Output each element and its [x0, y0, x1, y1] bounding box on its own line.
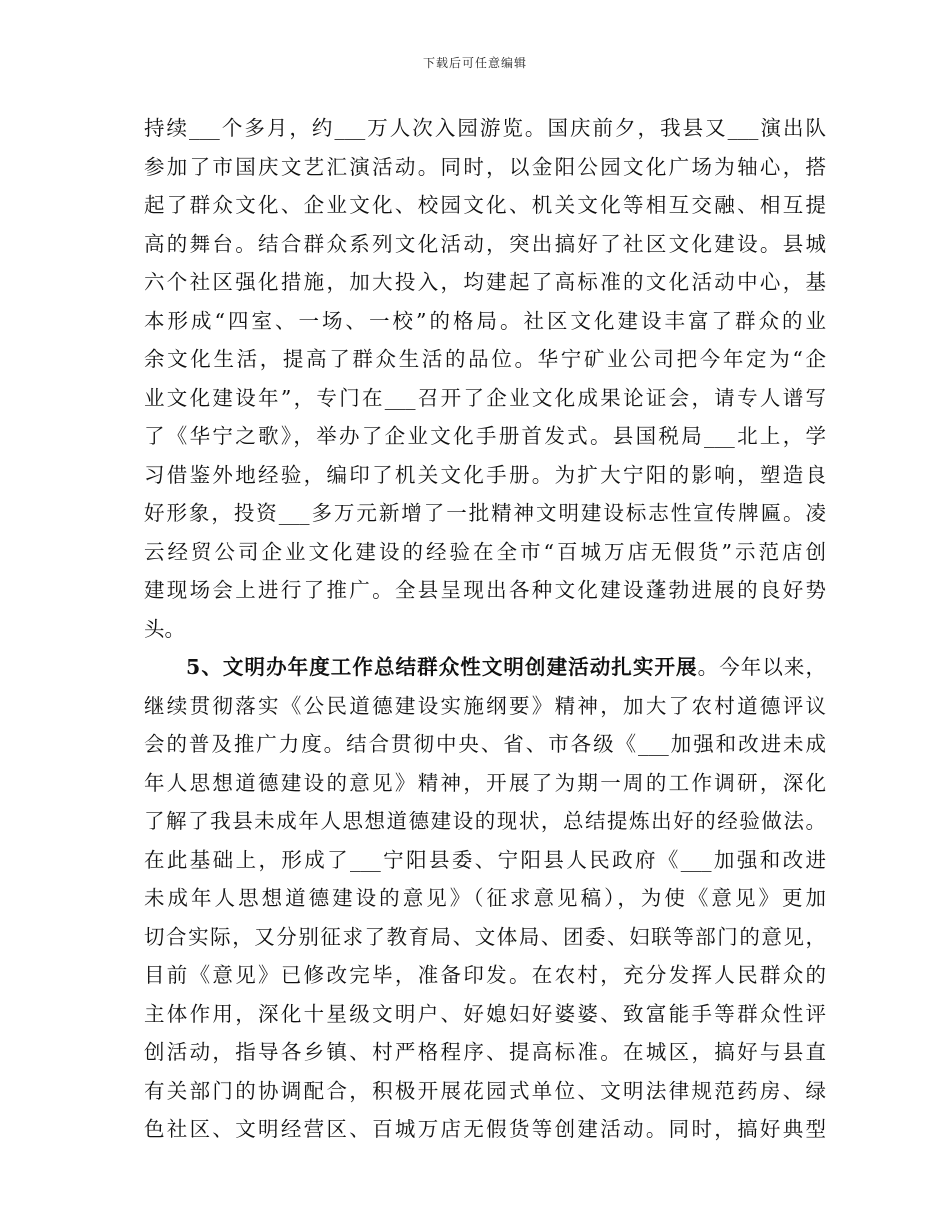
line-text: 了《华宁之歌》，举办了企业文化手册首发式。县国税局___北上，学: [144, 424, 826, 448]
line-text: 头。: [144, 616, 185, 641]
line-text: 习借鉴外地经验，编印了机关文化手册。为扩大宁阳的影响，塑造良: [144, 462, 826, 487]
document-body: [144, 109, 826, 1149]
line-text: 业文化建设年”，专门在___召开了企业文化成果论证会，请专人谱写: [144, 385, 826, 410]
line-text: 继续贯彻落实《公民道德建设实施纲要》精神，加大了农村道德评议: [144, 693, 826, 718]
paragraph-line: [144, 1110, 826, 1149]
paragraph-line: [144, 494, 826, 533]
line-text: 本形成“四室、一场、一校”的格局。社区文化建设丰富了群众的业: [144, 308, 826, 333]
line-text: 高的舞台。结合群众系列文化活动，突出搞好了社区文化建设。县城: [144, 231, 826, 256]
line-text: 目前《意见》已修改完毕，准备印发。在农村，充分发挥人民群众的: [144, 963, 826, 987]
line-text: 未成年人思想道德建设的意见》（征求意见稿），为使《意见》更加: [144, 886, 826, 910]
line-text: 创活动，指导各乡镇、村严格程序、提高标准。在城区，搞好与县直: [144, 1040, 826, 1064]
paragraph-line: [144, 956, 826, 995]
paragraph-line: [144, 995, 826, 1034]
line-text: 会的普及推广力度。结合贯彻中央、省、市各级《___加强和改进未成: [144, 732, 826, 756]
paragraph-line: [144, 225, 826, 264]
line-text: 起了群众文化、企业文化、校园文化、机关文化等相互交融、相互提: [144, 193, 826, 217]
line-text: 色社区、文明经营区、百城万店无假货等创建活动。同时，搞好典型: [144, 1117, 826, 1141]
paragraph-line: [144, 879, 826, 918]
page-header: 下载后可任意编辑: [422, 56, 527, 70]
paragraph-line: [144, 533, 826, 572]
line-text: 好形象，投资___多万元新增了一批精神文明建设标志性宣传牌匾。凌: [144, 501, 826, 525]
paragraph-line: [144, 1033, 826, 1072]
line-text: 余文化生活，提高了群众生活的品位。华宁矿业公司把今年定为“企: [144, 347, 826, 371]
paragraph-line: [144, 725, 826, 764]
line-text: 建现场会上进行了推广。全县呈现出各种文化建设蓬勃进展的良好势: [144, 578, 826, 602]
paragraph-line: [144, 340, 826, 379]
paragraph-line: [144, 571, 826, 610]
paragraph-line: [144, 764, 826, 803]
paragraph-line: [144, 802, 826, 841]
section-heading-line: [144, 648, 826, 687]
line-text: 年人思想道德建设的意见》精神，开展了为期一周的工作调研，深化: [144, 770, 826, 795]
line-text: 云经贸公司企业文化建设的经验在全市“百城万店无假货”示范店创: [144, 539, 826, 564]
paragraph-line: [144, 1072, 826, 1111]
paragraph-line: [144, 263, 826, 302]
line-text: 主体作用，深化十星级文明户、好媳妇好婆婆、致富能手等群众性评: [144, 1001, 826, 1026]
paragraph-line: [144, 186, 826, 225]
line-text: 持续___个多月，约___万人次入园游览。国庆前夕，我县又___演出队: [144, 116, 826, 140]
line-text: 有关部门的协调配合，积极开展花园式单位、文明法律规范药房、绿: [144, 1078, 826, 1103]
line-text: 切合实际，又分别征求了教育局、文体局、团委、妇联等部门的意见，: [144, 924, 826, 949]
paragraph-line: [144, 456, 826, 495]
paragraph-line: [144, 841, 826, 880]
paragraph-line: [144, 918, 826, 957]
paragraph-line: [144, 302, 826, 341]
line-text: 。今年以来，: [697, 655, 826, 679]
paragraph-line: [144, 148, 826, 187]
section-heading: 5、文明办年度工作总结群众性文明创建活动扎实开展: [186, 655, 698, 679]
paragraph-line: [144, 687, 826, 726]
paragraph-line: [144, 379, 826, 418]
line-text: 了解了我县未成年人思想道德建设的现状，总结提炼出好的经验做法。: [144, 809, 826, 833]
paragraph-line: [144, 109, 826, 148]
line-text: 在此基础上，形成了___宁阳县委、宁阳县人民政府《___加强和改进: [144, 847, 826, 872]
line-text: 参加了市国庆文艺汇演活动。同时，以金阳公园文化广场为轴心，搭: [144, 154, 826, 179]
line-text: 六个社区强化措施，加大投入，均建起了高标准的文化活动中心，基: [144, 270, 826, 294]
paragraph-line: [144, 610, 826, 649]
paragraph-line: [144, 417, 826, 456]
